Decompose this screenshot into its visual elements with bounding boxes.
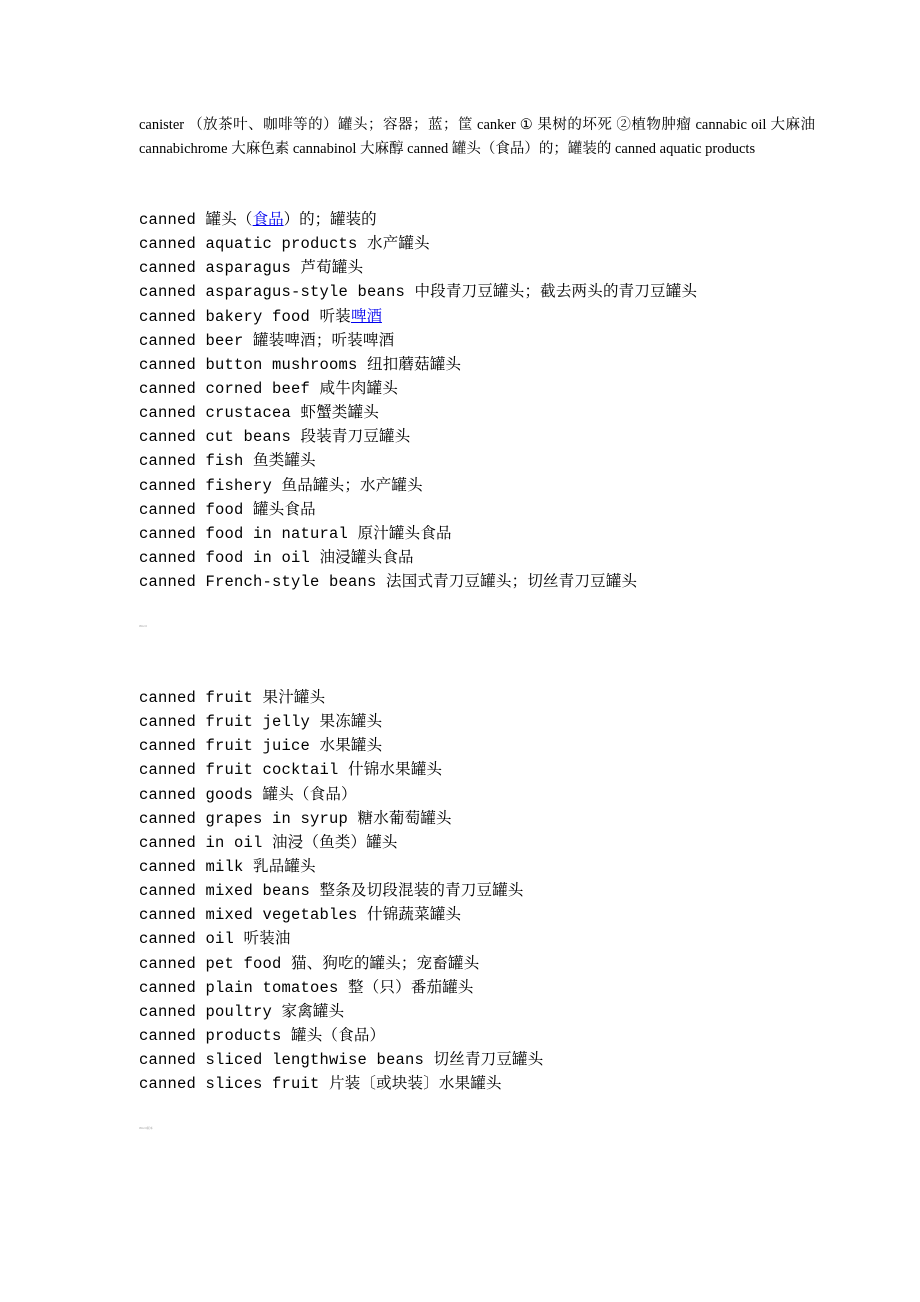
- glossary-list-first: [139, 208, 839, 594]
- list-item: canned products 罐头（食品）: [139, 1026, 386, 1045]
- list-item: canned slices fruit 片装〔或块装〕水果罐头: [139, 1075, 502, 1094]
- list-item: canned grapes in syrup 糖水葡萄罐头: [139, 809, 452, 828]
- list-item: canned food in natural 原汁罐头食品: [139, 524, 452, 543]
- list-item: canned fruit 果汁罐头: [139, 689, 326, 707]
- watermark-mark: Word版本: [139, 1126, 153, 1130]
- list-item: canned fish 鱼类罐头: [139, 452, 316, 471]
- beer-link[interactable]: 啤酒: [350, 307, 382, 326]
- food-link[interactable]: 食品: [252, 211, 284, 229]
- list-item: canned fruit jelly 果冻罐头: [139, 713, 383, 732]
- list-item: canned fruit juice 水果罐头: [139, 737, 383, 756]
- list-item: canned pet food 猫、狗吃的罐头；宠畜罐头: [139, 954, 480, 973]
- list-item: canned fruit cocktail 什锦水果罐头: [139, 761, 443, 780]
- list-item: canned asparagus-style beans 中段青刀豆罐头；截去两头的青刀豆罐头: [139, 283, 698, 302]
- list-item: canned bakery food 听装啤酒: [139, 307, 382, 326]
- list-item: canned oil 听装油: [139, 930, 291, 949]
- list-item: canned crustacea 虾蟹类罐头: [139, 404, 380, 423]
- list-item: canned mixed vegetables 什锦蔬菜罐头: [139, 906, 462, 925]
- list-item: canned aquatic products 水产罐头: [139, 235, 430, 254]
- list-item: canned in oil 油浸（鱼类）罐头: [139, 833, 398, 852]
- list-item: canned milk 乳品罐头: [139, 857, 316, 876]
- watermark-mark: Word: [139, 624, 147, 628]
- list-item: canned food in oil 油浸罐头食品: [139, 548, 414, 567]
- list-item: canned sliced lengthwise beans 切丝青刀豆罐头: [139, 1051, 544, 1070]
- list-item: canned mixed beans 整条及切段混装的青刀豆罐头: [139, 882, 524, 901]
- list-item: canned beer 罐装啤酒；听装啤酒: [139, 331, 395, 350]
- intro-paragraph: canister （放茶叶、咖啡等的）罐头；容器；蓝；筐 canker ① 果树的坏死 ②植物肿瘤 cannabic oil 大麻油 cannabichrome 大麻色素 cannabinol 大麻醇 canned 罐头（食品）的；罐装的 canned aquatic products: [139, 117, 815, 157]
- list-item: canned cut beans 段装青刀豆罐头: [139, 428, 411, 447]
- list-item: canned French-style beans 法国式青刀豆罐头；切丝青刀豆罐头: [139, 573, 638, 592]
- list-item: canned corned beef 咸牛肉罐头: [139, 379, 399, 398]
- list-item: canned poultry 家禽罐头: [139, 1002, 345, 1021]
- list-item: canned fishery 鱼品罐头；水产罐头: [139, 476, 423, 495]
- list-item: canned goods 罐头（食品）: [139, 785, 357, 804]
- list-item: canned food 罐头食品: [139, 500, 316, 519]
- glossary-list-second: [139, 686, 839, 1096]
- list-item: canned button mushrooms 纽扣蘑菇罐头: [139, 355, 462, 374]
- list-item: canned asparagus 芦荀罐头: [139, 259, 364, 278]
- list-item: canned plain tomatoes 整（只）番茄罐头: [139, 978, 474, 997]
- list-item: canned 罐头（食品）的；罐装的: [139, 211, 377, 229]
